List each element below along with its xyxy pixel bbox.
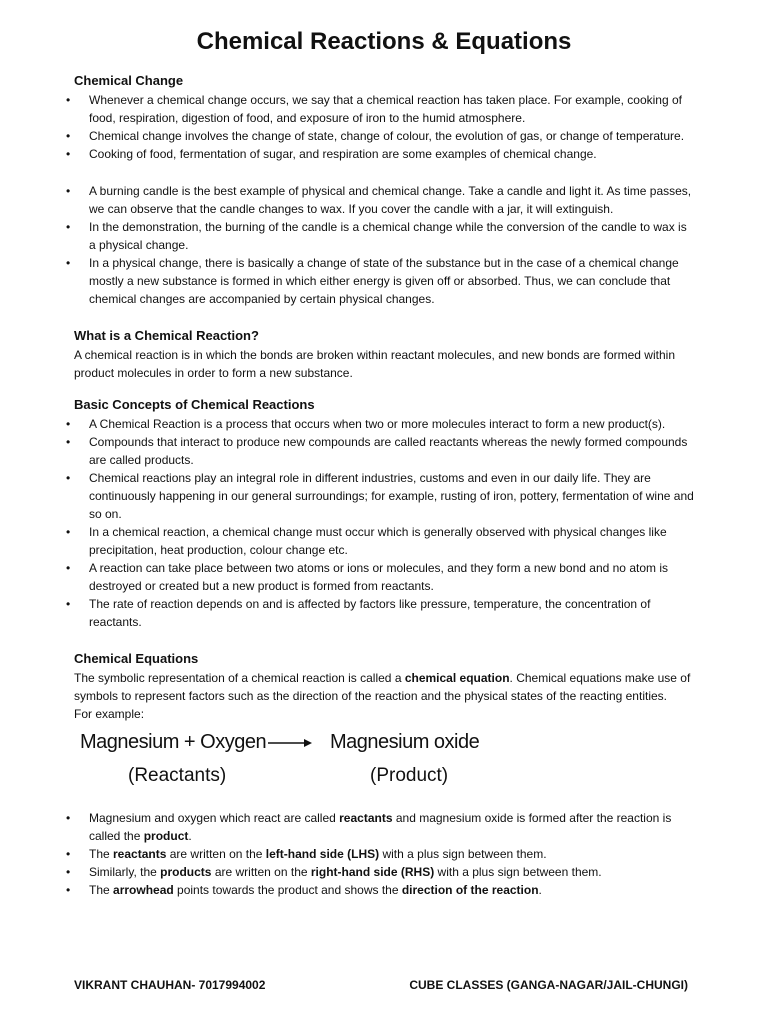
list-item: • Magnesium and oxygen which react are called reactants and magnesium oxide is formed after the reaction is called the product. (74, 809, 694, 845)
equation-reactants: Magnesium + Oxygen (80, 731, 267, 753)
document-body (74, 72, 694, 899)
equation-figure (80, 725, 694, 803)
list-item: • A Chemical Reaction is a process that occurs when two or more molecules interact to form a new product(s). (74, 415, 694, 433)
list-item: • Whenever a chemical change occurs, we say that a chemical reaction has taken place. For example, cooking of food, respiration, digestion of food, and exposure of iron to the humid atmosphere. (74, 91, 694, 127)
section-heading-chemical-equations: Chemical Equations (74, 651, 199, 666)
bullet-list-chemical-change-a (74, 91, 694, 163)
bullet-list-chemical-change-b (74, 182, 694, 308)
list-item: • Similarly, the products are written on the right-hand side (RHS) with a plus sign between them. (74, 863, 694, 881)
equation-product-label: (Product) (370, 765, 449, 786)
list-item: • Chemical reactions play an integral role in different industries, customs and even in our daily life. They are continuously happening in our general surroundings; for example, rusting of iron, pottery, fermentation of wine and so on. (74, 469, 694, 523)
list-item: • In a physical change, there is basically a change of state of the substance but in the case of a chemical change mostly a new substance is formed in which either energy is given off or absorbed. Thus, we can conclude that chemical changes are accompanied by certain physical changes. (74, 254, 694, 308)
list-item: • The rate of reaction depends on and is affected by factors like pressure, temperature, the concentration of reactants. (74, 595, 694, 631)
arrow-icon (268, 733, 312, 753)
footer-author: VIKRANT CHAUHAN- 7017994002 (74, 978, 266, 992)
paragraph-reaction-definition: A chemical reaction is in which the bonds are broken within reactant molecules, and new bonds are formed within product molecules in order to form a new substance. (74, 348, 675, 380)
bullet-list-basic-concepts (74, 415, 694, 631)
list-item: • Compounds that interact to produce new compounds are called reactants whereas the newly formed compounds are called products. (74, 433, 694, 469)
section-heading-chemical-change: Chemical Change (74, 73, 184, 88)
list-item: • In the demonstration, the burning of the candle is a chemical change while the conversion of the candle to wax is a physical change. (74, 218, 694, 254)
list-item: • Chemical change involves the change of state, change of colour, the evolution of gas, or change of temperature. (74, 127, 694, 145)
list-item: • In a chemical reaction, a chemical change must occur which is generally observed with physical changes like precipitation, heat production, colour change etc. (74, 523, 694, 559)
list-item: • Cooking of food, fermentation of sugar, and respiration are some examples of chemical change. (74, 145, 694, 163)
list-item: • A burning candle is the best example of physical and chemical change. Take a candle and light it. As time passes, we can observe that the candle changes to wax. If you cover the candle with a jar, it will extinguish. (74, 182, 694, 218)
bullet-list-equations (74, 809, 694, 899)
footer-institute: CUBE CLASSES (GANGA-NAGAR/JAIL-CHUNGI) (409, 978, 688, 992)
paragraph-equation-intro: The symbolic representation of a chemical reaction is called a chemical equation. Chemical equations make use of symbols to represent factors such as the direction of the reaction and the physical states of the reacting entities. (74, 671, 691, 703)
page-title: Chemical Reactions & Equations (196, 28, 572, 55)
list-item: • A reaction can take place between two atoms or ions or molecules, and they form a new bond and no atom is destroyed or created but a new product is formed from reactants. (74, 559, 694, 595)
section-heading-basic-concepts: Basic Concepts of Chemical Reactions (74, 397, 315, 412)
for-example-label: For example: (74, 707, 145, 721)
section-heading-what-is-reaction: What is a Chemical Reaction? (74, 328, 259, 343)
list-item: • The reactants are written on the left-hand side (LHS) with a plus sign between them. (74, 845, 694, 863)
equation-product: Magnesium oxide (330, 731, 480, 753)
page-footer (74, 978, 688, 992)
equation-reactants-label: (Reactants) (128, 765, 227, 786)
list-item: • The arrowhead points towards the product and shows the direction of the reaction. (74, 881, 694, 899)
